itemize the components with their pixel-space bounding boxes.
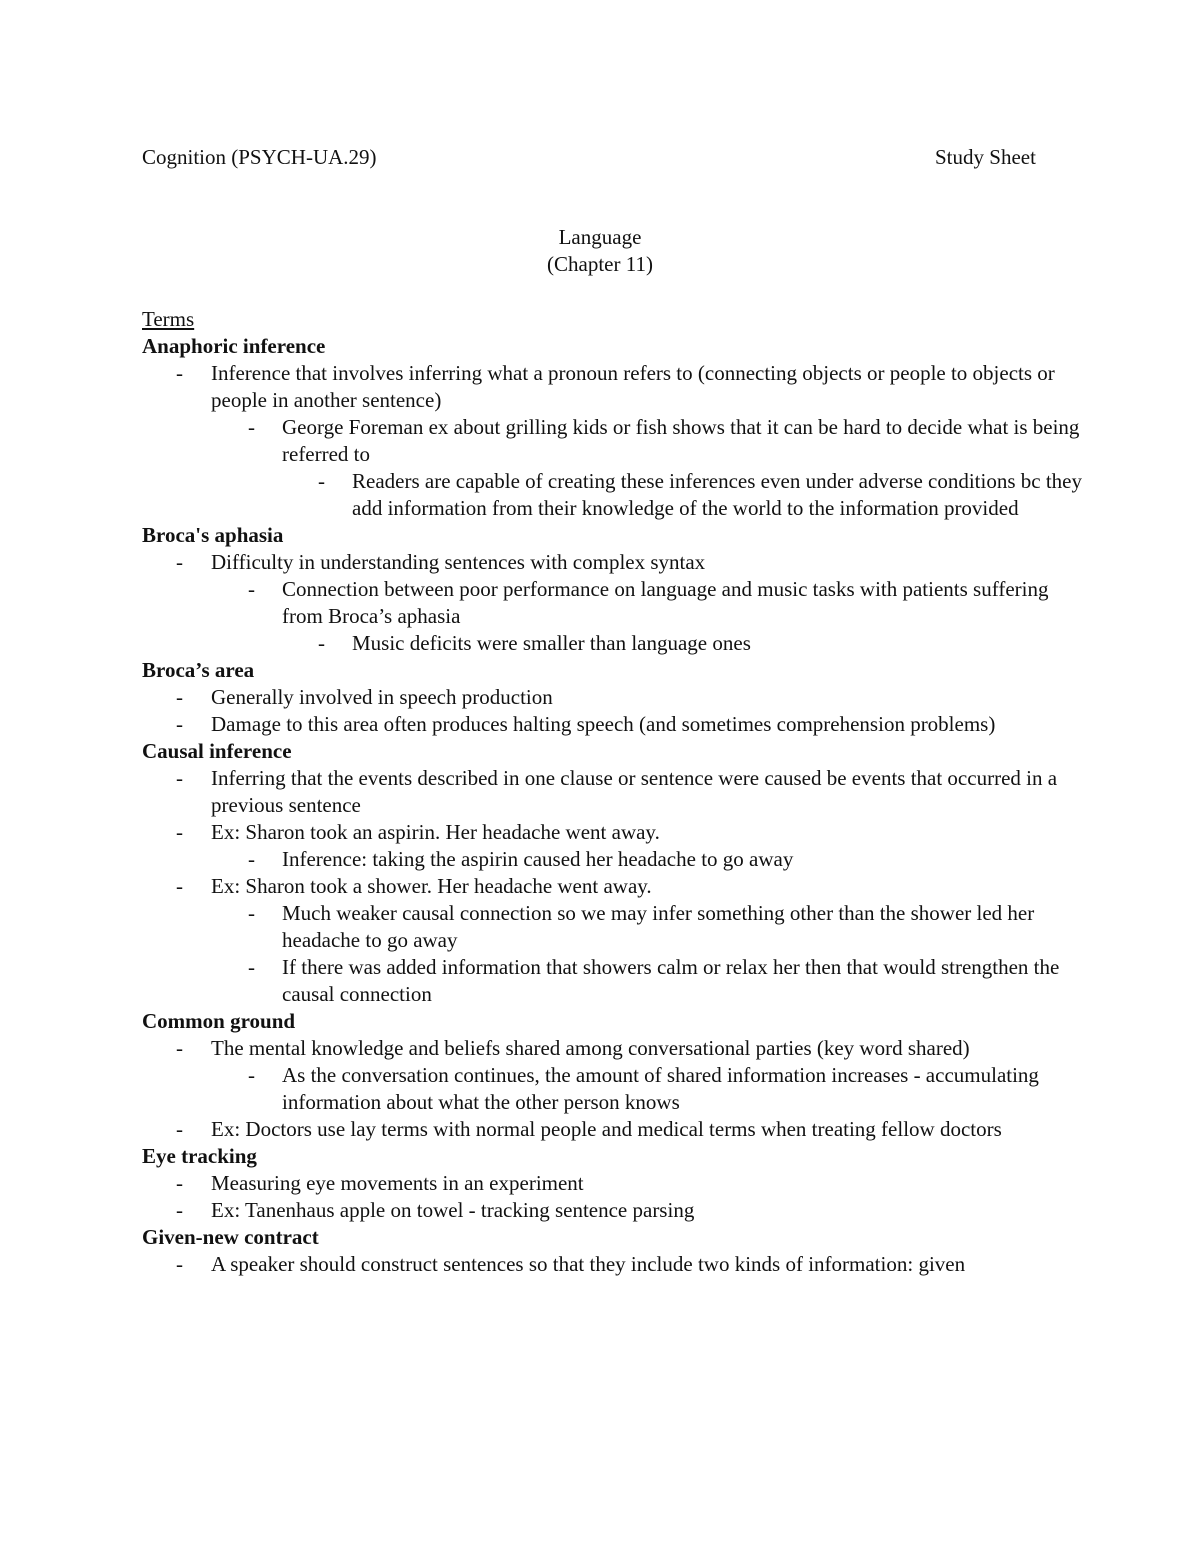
dash-bullet-icon: - [176,1171,183,1195]
dash-bullet-icon: - [176,361,183,385]
bullet-item [142,873,1082,900]
bullet-item [142,360,1082,414]
dash-bullet-icon: - [176,1198,183,1222]
bullet-text: Ex: Sharon took an aspirin. Her headache went away. [211,820,660,844]
dash-bullet-icon: - [176,820,183,844]
bullet-text: Ex: Doctors use lay terms with normal people and medical terms when treating fellow doctors [211,1117,1002,1141]
bullet-text: A speaker should construct sentences so that they include two kinds of information: given [211,1252,966,1276]
dash-bullet-icon: - [176,712,183,736]
dash-bullet-icon: - [318,469,325,493]
section-label-terms: Terms [142,307,195,331]
bullet-item [142,1197,1082,1224]
dash-bullet-icon: - [176,874,183,898]
bullet-text: Inference: taking the aspirin caused her headache to go away [282,847,794,871]
dash-bullet-icon: - [318,631,325,655]
dash-bullet-icon: - [176,1036,183,1060]
dash-bullet-icon: - [248,577,255,601]
term-heading: Broca’s area [142,658,255,682]
bullet-item [142,549,1082,576]
bullet-item [142,900,1082,954]
chapter-number: (Chapter 11) [547,252,653,276]
bullet-text: Difficulty in understanding sentences with complex syntax [211,550,706,574]
dash-bullet-icon: - [248,415,255,439]
dash-bullet-icon: - [176,685,183,709]
bullet-text: Inference that involves inferring what a pronoun refers to (connecting objects or people to objects or people in another sentence) [211,361,1055,412]
dash-bullet-icon: - [176,1117,183,1141]
bullet-item [142,630,1082,657]
bullet-text: Ex: Sharon took a shower. Her headache went away. [211,874,652,898]
bullet-item [142,819,1082,846]
bullet-item [142,765,1082,819]
bullet-item [142,1170,1082,1197]
dash-bullet-icon: - [248,901,255,925]
bullet-text: Inferring that the events described in one clause or sentence were caused be events that occurred in a previous sentence [211,766,1058,817]
bullet-item [142,954,1082,1008]
bullet-text: George Foreman ex about grilling kids or fish shows that it can be hard to decide what is being referred to [282,415,1080,466]
term-heading: Causal inference [142,739,292,763]
bullet-item [142,1035,1082,1062]
bullet-text: Much weaker causal connection so we may infer something other than the shower led her headache to go away [282,901,1035,952]
term-heading: Broca's aphasia [142,523,284,547]
dash-bullet-icon: - [176,766,183,790]
bullet-item [142,414,1082,468]
chapter-topic: Language [558,225,642,249]
dash-bullet-icon: - [176,1252,183,1276]
sheet-label: Study Sheet [935,145,1036,169]
bullet-text: Music deficits were smaller than language ones [352,631,751,655]
bullet-text: If there was added information that showers calm or relax her then that would strengthen the causal connection [282,955,1060,1006]
terms-list [142,333,1082,1278]
term-heading: Given-new contract [142,1225,319,1249]
bullet-item [142,1116,1082,1143]
dash-bullet-icon: - [176,550,183,574]
bullet-item [142,576,1082,630]
bullet-text: Readers are capable of creating these inferences even under adverse conditions bc they add information from their knowledge of the world to the information provided [352,469,1082,520]
term-heading: Anaphoric inference [142,334,326,358]
bullet-text: Connection between poor performance on language and music tasks with patients suffering from Broca’s aphasia [282,577,1049,628]
bullet-text: The mental knowledge and beliefs shared among conversational parties (key word shared) [211,1036,970,1060]
dash-bullet-icon: - [248,847,255,871]
bullet-item [142,1062,1082,1116]
dash-bullet-icon: - [248,1063,255,1087]
bullet-item [142,1251,1082,1278]
bullet-text: Ex: Tanenhaus apple on towel - tracking sentence parsing [211,1198,695,1222]
bullet-text: Measuring eye movements in an experiment [211,1171,584,1195]
bullet-item [142,468,1082,522]
term-heading: Eye tracking [142,1144,257,1168]
bullet-item [142,846,1082,873]
dash-bullet-icon: - [248,955,255,979]
bullet-text: As the conversation continues, the amount of shared information increases - accumulating information about what the other person knows [282,1063,1039,1114]
bullet-item [142,711,1082,738]
term-heading: Common ground [142,1009,296,1033]
course-title: Cognition (PSYCH-UA.29) [142,145,377,169]
bullet-text: Generally involved in speech production [211,685,553,709]
bullet-text: Damage to this area often produces halting speech (and sometimes comprehension problems) [211,712,996,736]
bullet-item [142,684,1082,711]
